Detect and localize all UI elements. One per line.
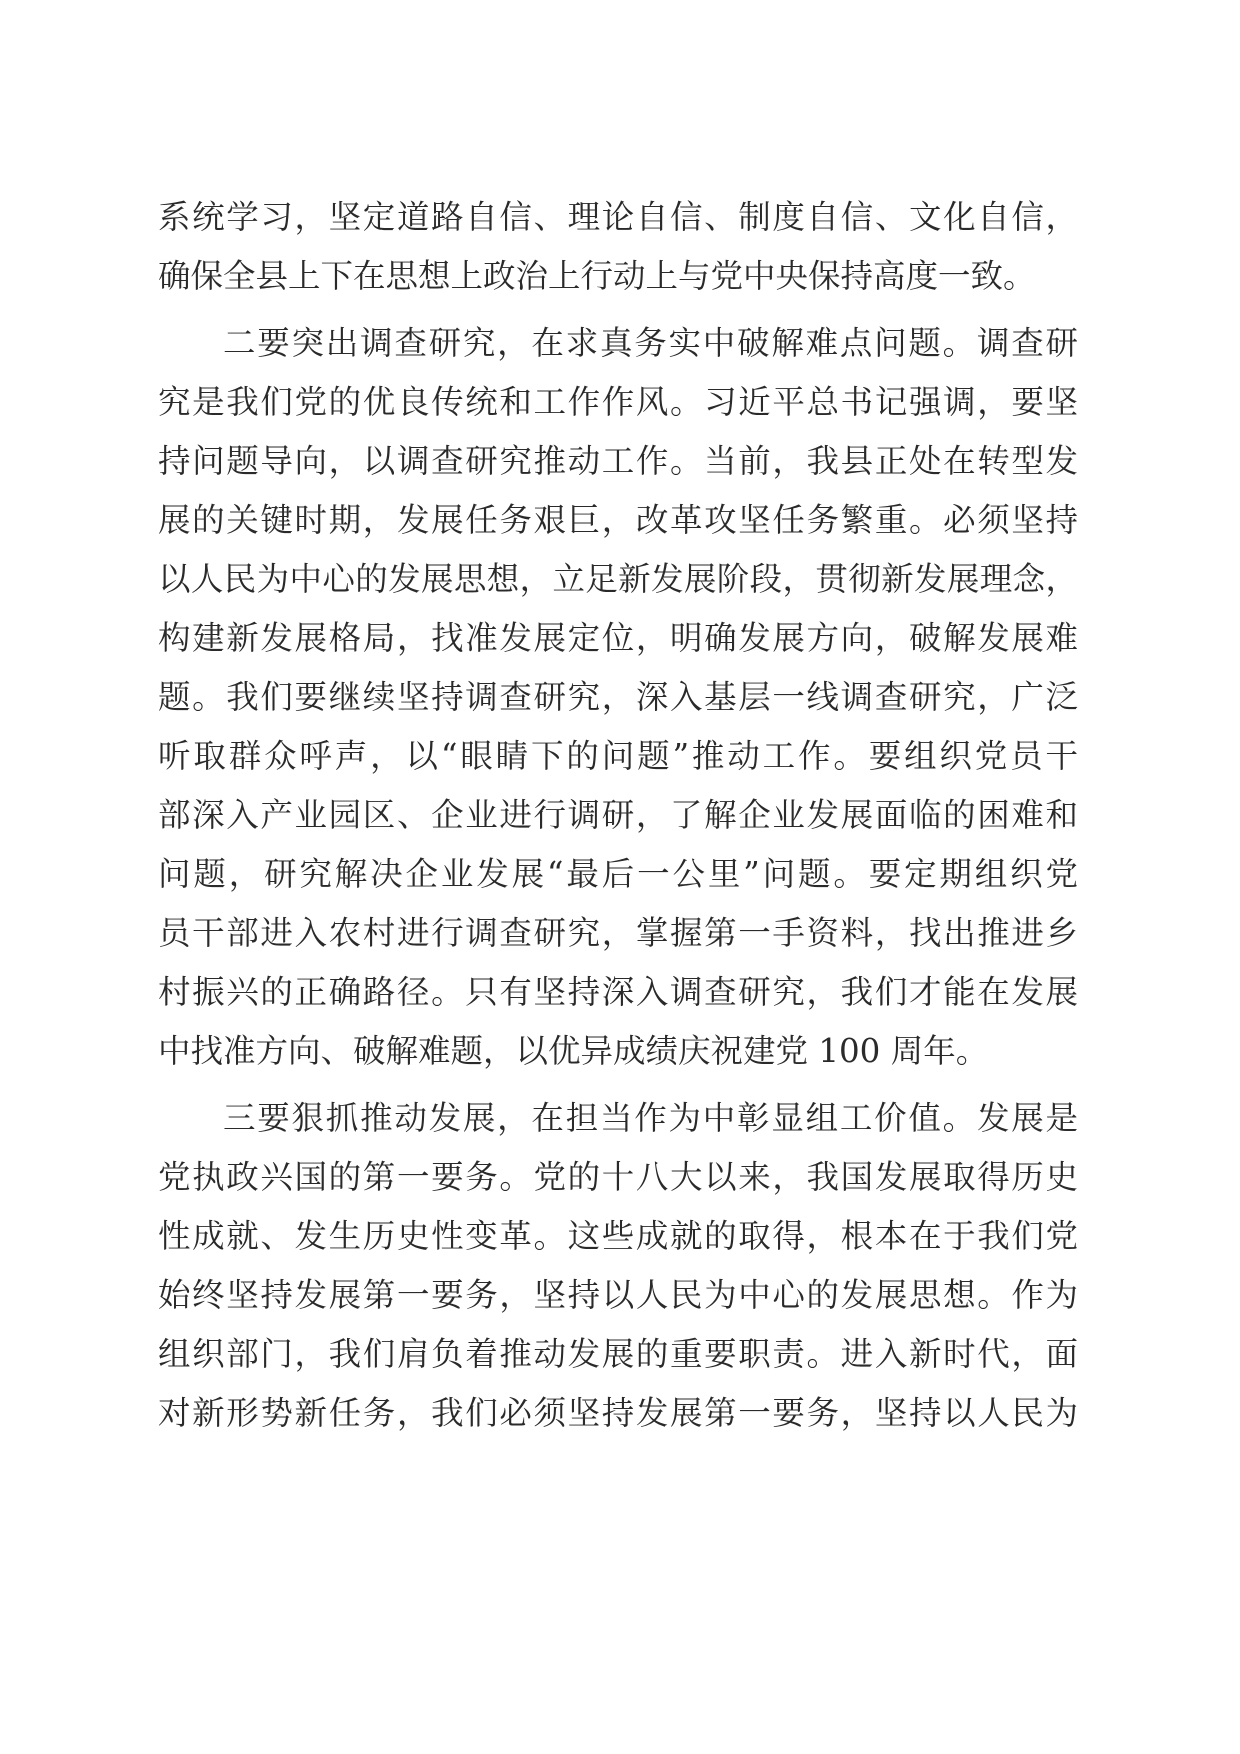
text-line: 员干部进入农村进行调查研究，掌握第一手资料，找出推进乡 (158, 914, 1078, 952)
text-line: 性成就、发生历史性变革。这些成就的取得，根本在于我们党 (158, 1217, 1078, 1255)
text-line: 题。我们要继续坚持调查研究，深入基层一线调查研究，广泛 (158, 678, 1078, 716)
text-line: 党执政兴国的第一要务。党的十八大以来，我国发展取得历史 (158, 1158, 1078, 1196)
text-line: 部深入产业园区、企业进行调研，了解企业发展面临的困难和 (158, 796, 1078, 834)
text-line: 村振兴的正确路径。只有坚持深入调查研究，我们才能在发展 (158, 973, 1078, 1011)
text-line: 中找准方向、破解难题，以优异成绩庆祝建党 100 周年。 (158, 1032, 989, 1070)
text-line: 二要突出调查研究，在求真务实中破解难点问题。调查研 (223, 324, 1078, 362)
text-line: 系统学习，坚定道路自信、理论自信、制度自信、文化自信， (158, 198, 1078, 236)
text-line: 以人民为中心的发展思想，立足新发展阶段，贯彻新发展理念， (158, 560, 1078, 598)
text-line: 构建新发展格局，找准发展定位，明确发展方向，破解发展难 (158, 619, 1078, 657)
text-line: 展的关键时期，发展任务艰巨，改革攻坚任务繁重。必须坚持 (158, 501, 1078, 539)
text-line: 究是我们党的优良传统和工作作风。习近平总书记强调，要坚 (158, 383, 1078, 421)
paragraph-2 (158, 314, 1078, 1081)
text-line: 组织部门，我们肩负着推动发展的重要职责。进入新时代，面 (158, 1335, 1078, 1373)
text-line: 问题，研究解决企业发展“最后一公里”问题。要定期组织党 (158, 855, 1078, 893)
text-line: 持问题导向，以调查研究推动工作。当前，我县正处在转型发 (158, 442, 1078, 480)
text-line: 确保全县上下在思想上政治上行动上与党中央保持高度一致。 (158, 257, 1036, 295)
text-line: 始终坚持发展第一要务，坚持以人民为中心的发展思想。作为 (158, 1276, 1078, 1314)
text-line: 听取群众呼声，以“眼睛下的问题”推动工作。要组织党员干 (158, 737, 1078, 775)
text-line: 三要狠抓推动发展，在担当作为中彰显组工价值。发展是 (223, 1099, 1078, 1137)
text-line: 对新形势新任务，我们必须坚持发展第一要务，坚持以人民为 (158, 1394, 1078, 1432)
paragraph-1 (158, 188, 1078, 306)
paragraph-3 (158, 1089, 1078, 1443)
body-text (158, 188, 1078, 1443)
